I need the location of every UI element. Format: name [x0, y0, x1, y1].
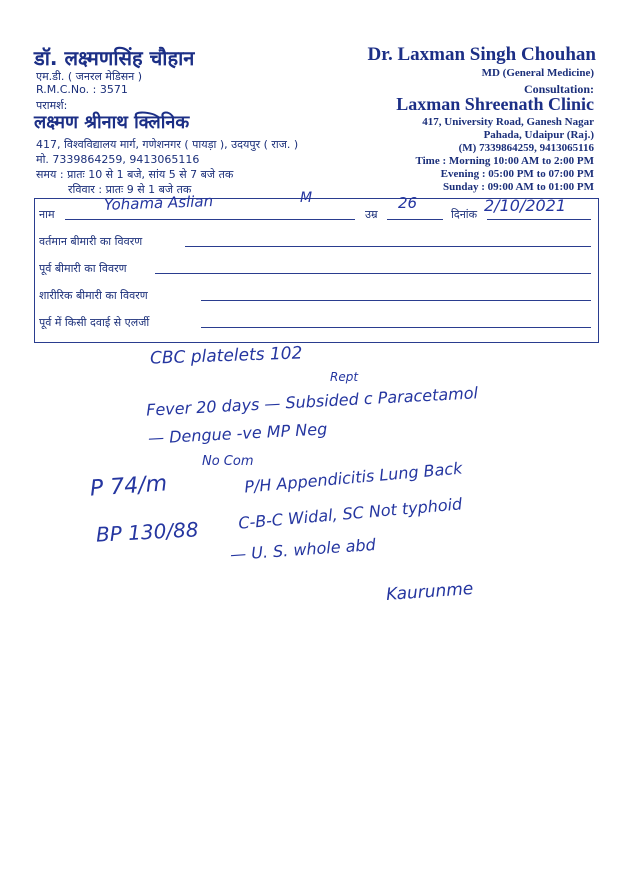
current-illness-label: वर्तमान बीमारी का विवरण — [39, 235, 143, 248]
address-line-1: 417, University Road, Ganesh Nagar — [422, 116, 594, 128]
age-label: उम्र — [365, 208, 378, 221]
clinic-name-hindi: लक्ष्मण श्रीनाथ क्लिनिक — [34, 112, 190, 133]
doctor-name-english: Dr. Laxman Singh Chouhan — [367, 44, 596, 65]
consult-label-english: Consultation: — [523, 82, 594, 96]
timing-hindi: समय : प्रातः 10 से 1 बजे, सांय 5 से 7 बजे तक — [36, 168, 234, 181]
time-morning: Time : Morning 10:00 AM to 2:00 PM — [415, 155, 594, 167]
note-dengue: — Dengue -ve MP Neg — [147, 419, 328, 448]
degree-hindi: एम.डी. ( जनरल मेडिसन ) — [36, 70, 143, 83]
doctor-name-hindi: डॉ. लक्ष्मणसिंह चौहान — [34, 46, 195, 70]
doctor-signature: Kaurunme — [385, 578, 474, 606]
sunday-hindi: रविवार : प्रातः 9 से 1 बजे तक — [68, 183, 192, 196]
note-cbc-widal: C-B-C Widal, SC Not typhoid — [237, 494, 463, 533]
degree-english: MD (General Medicine) — [481, 67, 594, 79]
note-fever: Fever 20 days — Subsided c Paracetamol — [145, 383, 479, 420]
note-rept: Rept — [330, 370, 359, 384]
past-illness-line — [155, 273, 591, 274]
physical-illness-line — [201, 300, 591, 301]
name-label: नाम — [39, 208, 55, 221]
note-cbc-platelets: CBC platelets 102 — [149, 343, 303, 369]
note-pulse: P 74/m — [89, 471, 168, 502]
phone-hindi: मो. 7339864259, 9413065116 — [36, 153, 200, 166]
clinic-name-english: Laxman Shreenath Clinic — [396, 94, 594, 114]
handwritten-age: 26 — [398, 194, 418, 212]
name-line — [65, 219, 355, 220]
rmc-number: R.M.C.No. : 3571 — [36, 83, 128, 96]
past-illness-label: पूर्व बीमारी का विवरण — [39, 262, 127, 275]
current-illness-line — [185, 246, 591, 247]
handwritten-date: 2/10/2021 — [484, 196, 567, 215]
handwritten-patient-name: Yohama Aslian — [103, 192, 214, 214]
date-line — [487, 219, 591, 220]
physical-illness-label: शारीरिक बीमारी का विवरण — [39, 289, 148, 302]
consult-label-hindi: परामर्श: — [36, 99, 68, 112]
note-bp: BP 130/88 — [95, 517, 200, 547]
phone-english: (M) 7339864259, 9413065116 — [458, 142, 594, 154]
time-sunday: Sunday : 09:00 AM to 01:00 PM — [443, 181, 594, 193]
patient-info-form — [34, 198, 599, 343]
address-line-2: Pahada, Udaipur (Raj.) — [483, 129, 594, 141]
note-usg: — U. S. whole abd — [229, 534, 377, 565]
allergy-label: पूर्व में किसी दवाई से एलर्जी — [39, 316, 150, 329]
note-past-history: P/H Appendicitis Lung Back — [243, 458, 464, 497]
handwritten-name-suffix: M — [300, 190, 313, 206]
date-label: दिनांक — [451, 208, 478, 221]
allergy-line — [201, 327, 591, 328]
age-line — [387, 219, 443, 220]
note-no-com: No Com — [202, 454, 254, 469]
time-evening: Evening : 05:00 PM to 07:00 PM — [440, 168, 594, 180]
address-hindi: 417, विश्वविद्यालय मार्ग, गणेशनगर ( पायड़ा ), उदयपुर ( राज. ) — [36, 138, 299, 151]
